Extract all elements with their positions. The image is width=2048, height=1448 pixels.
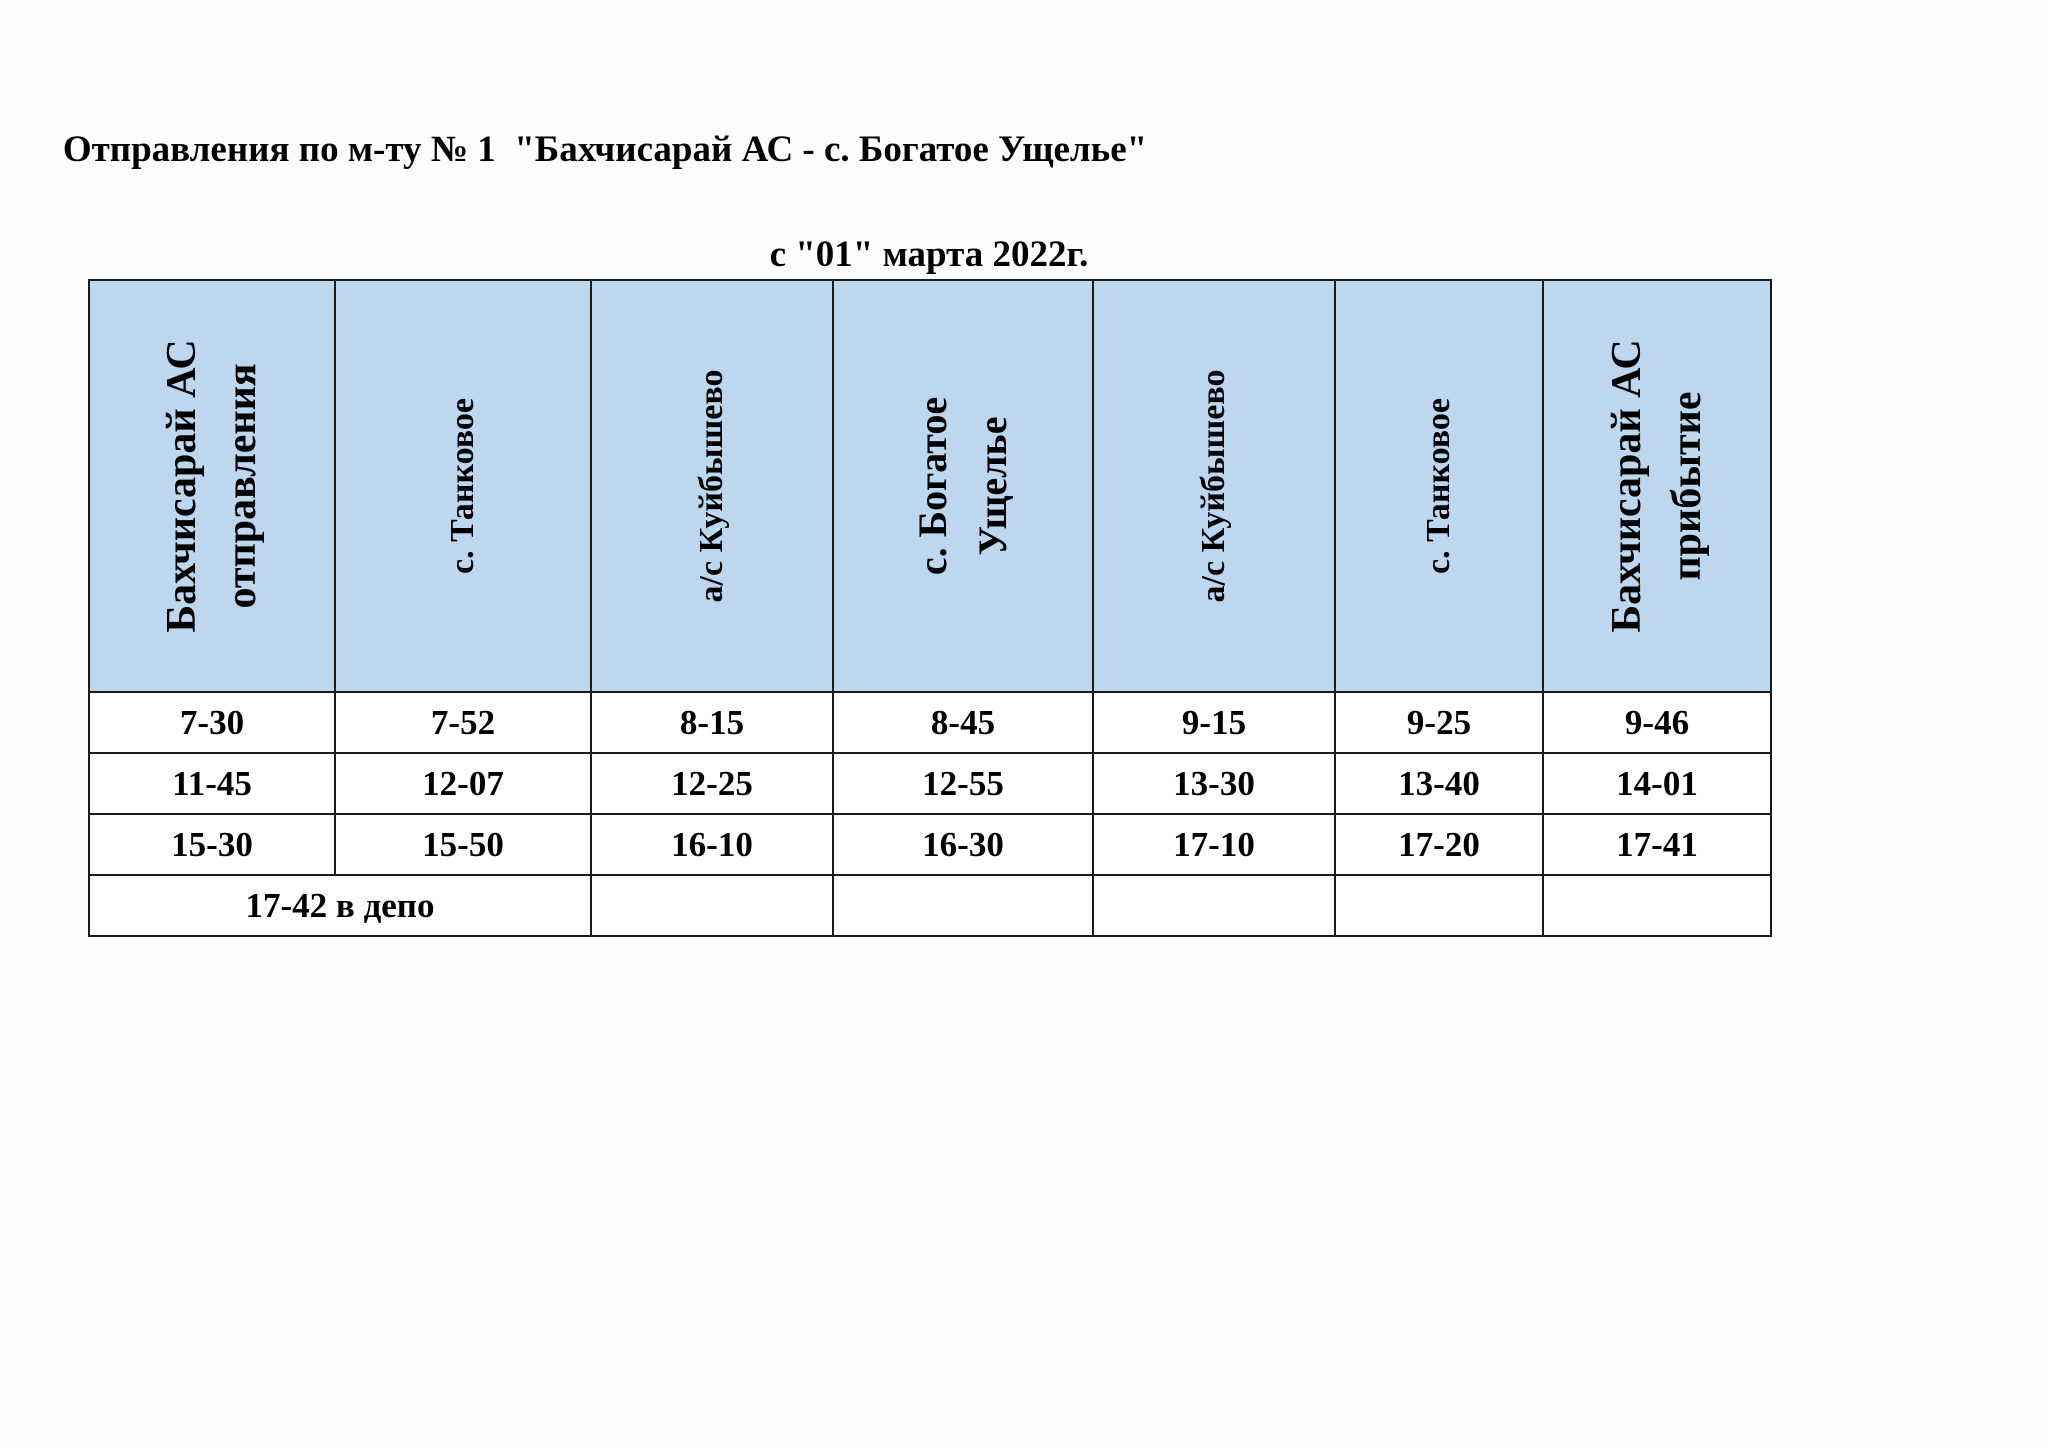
empty-cell [1543, 875, 1771, 936]
time-cell: 9-46 [1543, 692, 1771, 753]
time-cell: 13-40 [1335, 753, 1543, 814]
effective-date: с "01" марта 2022г. [769, 234, 1089, 275]
time-cell: 14-01 [1543, 753, 1771, 814]
time-cell: 15-50 [335, 814, 591, 875]
table-row [89, 753, 1771, 814]
header-bakhchisaray-departure [89, 280, 335, 692]
depot-note-cell: 17-42 в депо [89, 875, 591, 936]
table-row-depot [89, 875, 1771, 936]
time-cell: 12-25 [591, 753, 833, 814]
header-line: с. Танковое [1420, 397, 1457, 575]
time-cell: 17-10 [1093, 814, 1335, 875]
header-row [89, 280, 1771, 692]
header-line: с. Танковое [444, 397, 481, 575]
header-line: прибытие [1664, 391, 1710, 581]
time-cell: 12-55 [833, 753, 1093, 814]
empty-cell [591, 875, 833, 936]
time-cell: 16-30 [833, 814, 1093, 875]
header-kuibyshevo-return [1093, 280, 1335, 692]
time-cell: 12-07 [335, 753, 591, 814]
header-line: а/с Куйбышево [693, 369, 730, 603]
header-tankovoe [335, 280, 591, 692]
time-cell: 7-52 [335, 692, 591, 753]
empty-cell [833, 875, 1093, 936]
schedule-table [88, 279, 1772, 937]
header-line: Бахчисарай АС [159, 339, 205, 633]
header-bakhchisaray-arrival [1543, 280, 1771, 692]
time-cell: 17-41 [1543, 814, 1771, 875]
empty-cell [1093, 875, 1335, 936]
table-row [89, 692, 1771, 753]
header-bogatoe-ushchelye [833, 280, 1093, 692]
time-cell: 17-20 [1335, 814, 1543, 875]
time-cell: 16-10 [591, 814, 833, 875]
header-line: с. Богатое [910, 396, 955, 576]
header-line: отправления [219, 363, 265, 609]
time-cell: 9-25 [1335, 692, 1543, 753]
table-row [89, 814, 1771, 875]
time-cell: 13-30 [1093, 753, 1335, 814]
time-cell: 8-45 [833, 692, 1093, 753]
header-kuibyshevo [591, 280, 833, 692]
empty-cell [1335, 875, 1543, 936]
time-cell: 7-30 [89, 692, 335, 753]
page-title: Отправления по м-ту № 1 "Бахчисарай АС - с. Богатое Ущелье" [62, 129, 1148, 170]
header-tankovoe-return [1335, 280, 1543, 692]
header-line: Бахчисарай АС [1604, 339, 1650, 633]
header-line: Ущелье [970, 416, 1015, 556]
time-cell: 8-15 [591, 692, 833, 753]
time-cell: 15-30 [89, 814, 335, 875]
time-cell: 9-15 [1093, 692, 1335, 753]
header-line: а/с Куйбышево [1195, 369, 1232, 603]
time-cell: 11-45 [89, 753, 335, 814]
